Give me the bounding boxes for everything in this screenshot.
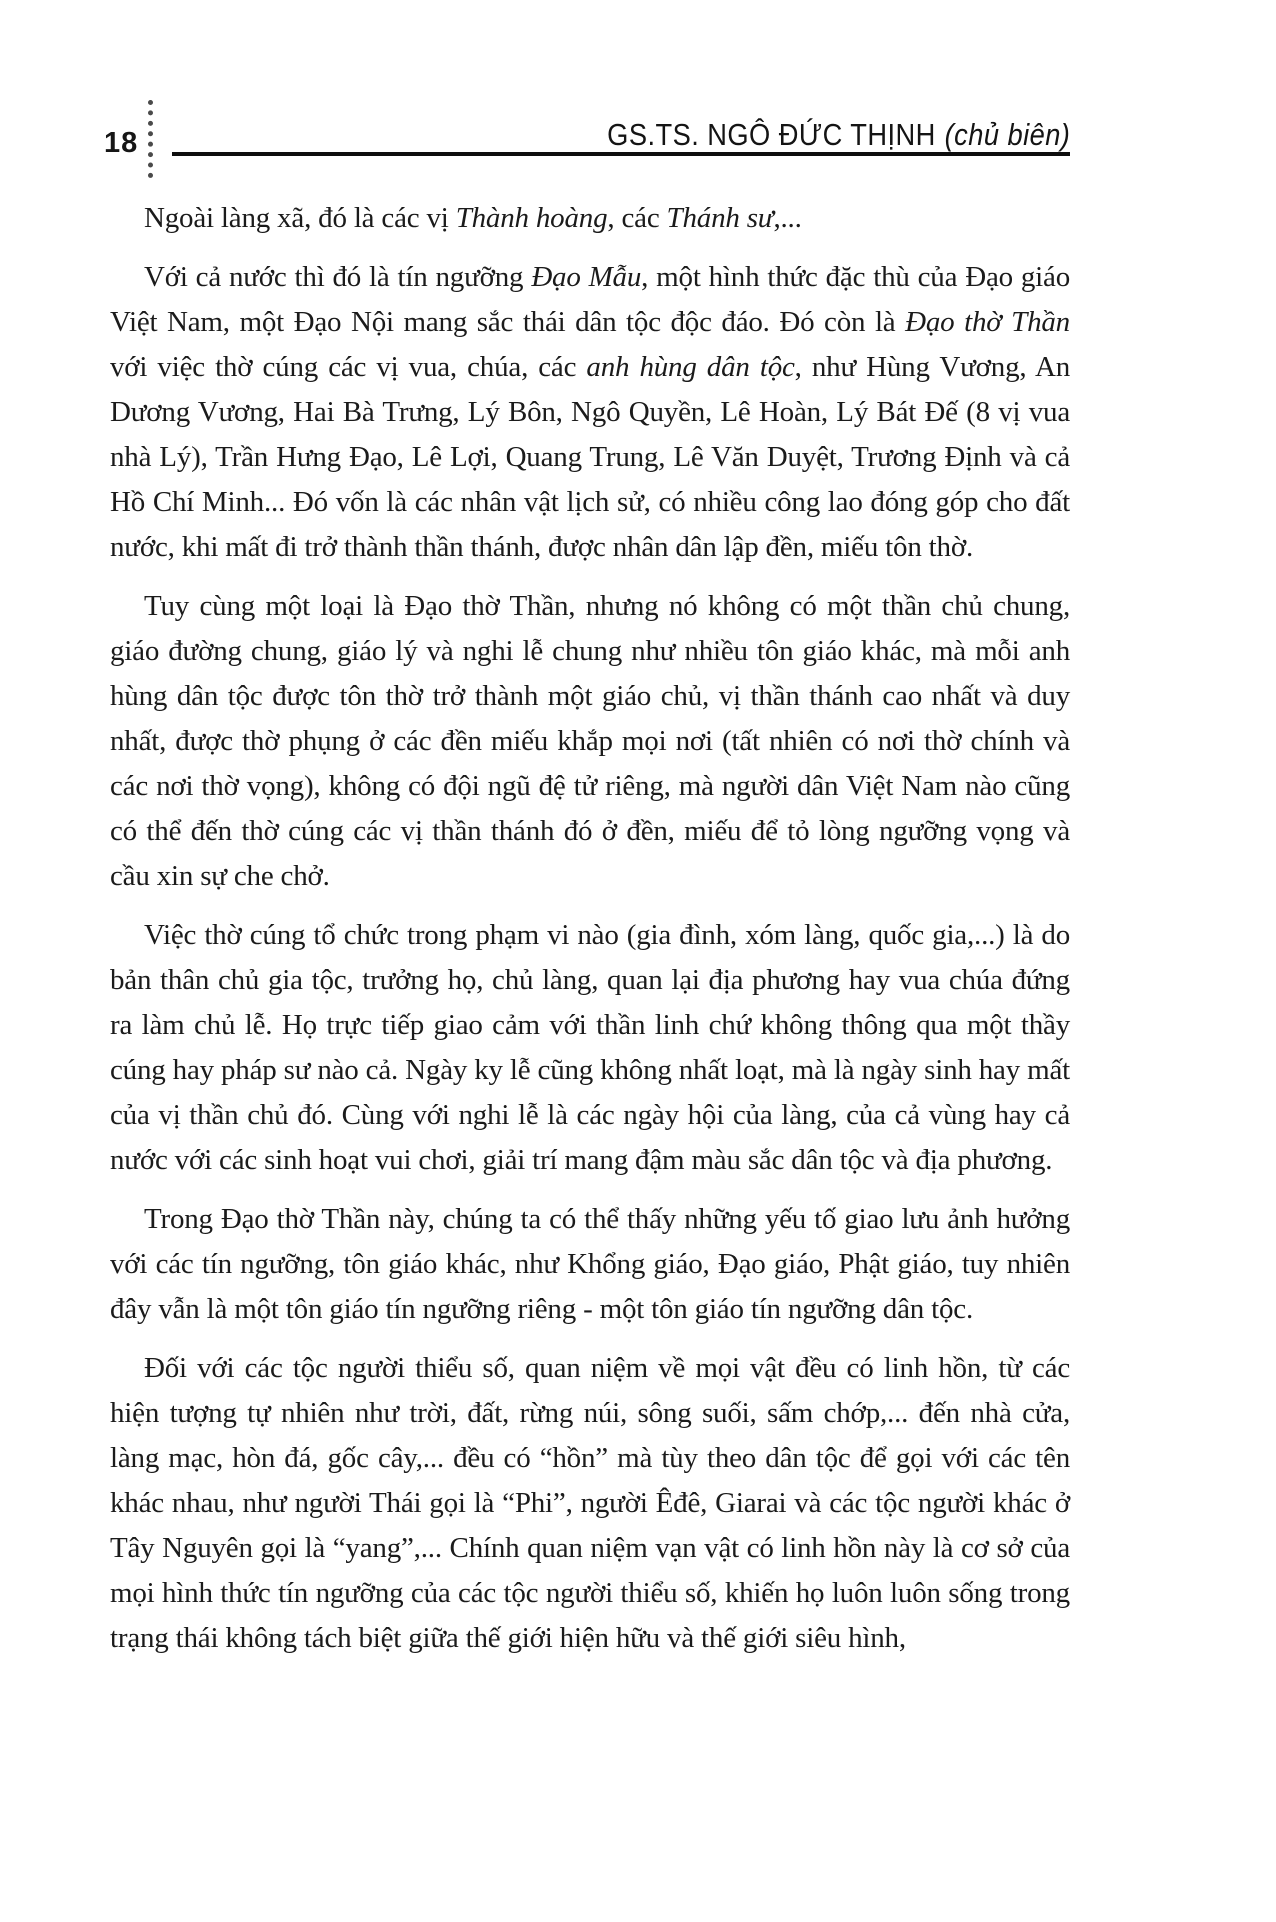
text-segment: Việc thờ cúng tổ chức trong phạm vi nào (gia đình, xóm làng, quốc gia,...) là do bản thân chủ gia tộc, trưởng họ, chủ làng, quan lại địa phương hay vua chúa đứng ra làm chủ lễ. Họ trực tiếp giao cảm với thần linh chứ không thông qua một thầy cúng hay pháp sư nào cả. Ngày ky lễ cũng không nhất loạt, mà là ngày sinh hay mất của vị thần chủ đó. Cùng với nghi lễ là các ngày hội của làng, của cả vùng hay cả nước với các sinh hoạt vui chơi, giải trí mang đậm màu sắc dân tộc và địa phương. [110, 919, 1070, 1176]
paragraph [110, 584, 1070, 899]
header-role: (chủ biên) [944, 117, 1070, 152]
text-segment: , như Hùng Vương, An Dương Vương, Hai Bà Trưng, Lý Bôn, Ngô Quyền, Lê Hoàn, Lý Bát Đế (8 vị vua nhà Lý), Trần Hưng Đạo, Lê Lợi, Quang Trung, Lê Văn Duyệt, Trương Định và cả Hồ Chí Minh... Đó vốn là các nhân vật lịch sử, có nhiều công lao đóng góp cho đất nước, khi mất đi trở thành thần thánh, được nhân dân lập đền, miếu tôn thờ. [110, 351, 1071, 563]
italic-text-segment: Thánh sư [666, 202, 774, 234]
paragraph [110, 1197, 1070, 1332]
header-rule [172, 152, 1070, 156]
paragraph [110, 1346, 1070, 1661]
text-segment: Ngoài làng xã, đó là các vị [144, 202, 456, 234]
text-segment: Trong Đạo thờ Thần này, chúng ta có thể thấy những yếu tố giao lưu ảnh hưởng với các tín ngưỡng, tôn giáo khác, như Khổng giáo, Đạo giáo, Phật giáo, tuy nhiên đây vẫn là một tôn giáo tín ngưỡng riêng - một tôn giáo tín ngưỡng dân tộc. [110, 1203, 1070, 1325]
dotted-ornament [148, 100, 153, 178]
italic-text-segment: Đạo Mẫu [531, 261, 642, 293]
text-segment: Tuy cùng một loại là Đạo thờ Thần, nhưng nó không có một thần chủ chung, giáo đường chung, giáo lý và nghi lễ chung như nhiều tôn giáo khác, mà mỗi anh hùng dân tộc được tôn thờ trở thành một giáo chủ, vị thần thánh cao nhất và duy nhất, được thờ phụng ở các đền miếu khắp mọi nơi (tất nhiên có nơi thờ chính và các nơi thờ vọng), không có đội ngũ đệ tử riêng, mà người dân Việt Nam nào cũng có thể đến thờ cúng các vị thần thánh đó ở đền, miếu để tỏ lòng ngưỡng vọng và cầu xin sự che chở. [110, 590, 1070, 892]
italic-text-segment: Đạo thờ Thần [905, 306, 1070, 338]
body-text [110, 196, 1070, 1675]
paragraph [110, 196, 1070, 241]
text-segment: , một hình thức đặc thù của Đạo giáo Việt Nam, một Đạo Nội mang sắc thái dân tộc độc đáo. Đó còn là [110, 261, 1071, 338]
page-number: 18 [104, 127, 139, 159]
text-segment: Với cả nước thì đó là tín ngưỡng [144, 261, 532, 293]
text-segment: , các [607, 202, 667, 234]
paragraph [110, 913, 1070, 1183]
text-segment: ,... [773, 202, 802, 234]
text-segment: với việc thờ cúng các vị vua, chúa, các [110, 351, 587, 383]
running-header [607, 117, 1070, 153]
text-segment: Đối với các tộc người thiểu số, quan niệm về mọi vật đều có linh hồn, từ các hiện tượng tự nhiên như trời, đất, rừng núi, sông suối, sấm chớp,... đến nhà cửa, làng mạc, hòn đá, gốc cây,... đều có “hồn” mà tùy theo dân tộc để gọi với các tên khác nhau, như người Thái gọi là “Phi”, người Êđê, Giarai và các tộc người khác ở Tây Nguyên gọi là “yang”,... Chính quan niệm vạn vật có linh hồn này là cơ sở của mọi hình thức tín ngưỡng của các tộc người thiểu số, khiến họ luôn luôn sống trong trạng thái không tách biệt giữa thế giới hiện hữu và thế giới siêu hình, [110, 1352, 1070, 1654]
italic-text-segment: anh hùng dân tộc [586, 351, 795, 383]
paragraph [110, 255, 1070, 570]
header-author: GS.TS. NGÔ ĐỨC THỊNH [606, 117, 936, 152]
italic-text-segment: Thành hoàng [455, 202, 608, 234]
